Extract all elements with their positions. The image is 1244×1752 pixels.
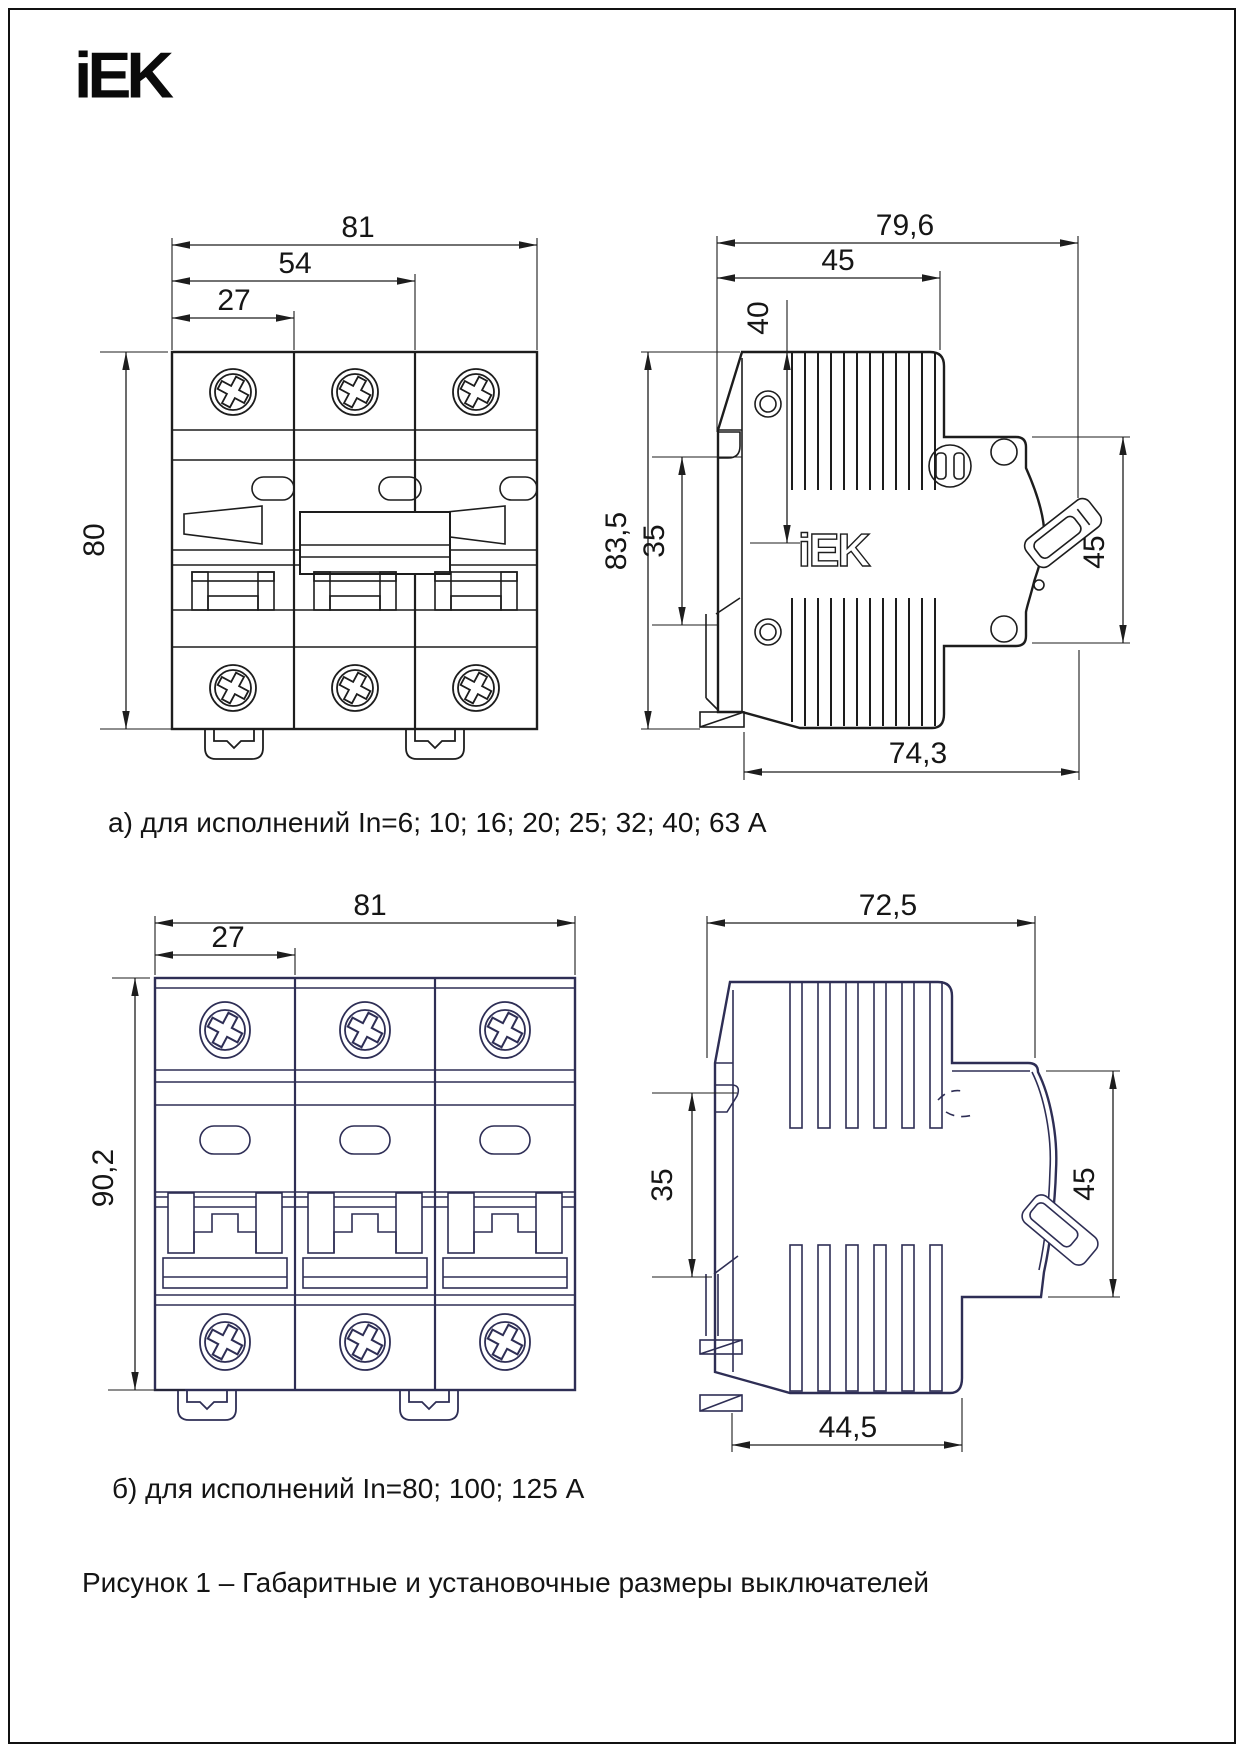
rivet-hole	[755, 391, 781, 417]
dim-45-right: 45	[1078, 535, 1111, 569]
dim-40: 40	[742, 301, 775, 335]
phillips-screw-icon	[332, 369, 378, 415]
drawing-a	[78, 209, 1130, 780]
phillips-screw-icon	[453, 369, 499, 415]
indicator-window	[500, 477, 537, 500]
phillips-screw-icon	[332, 665, 378, 711]
toggle-handle	[1018, 1191, 1101, 1268]
terminal-tab-hole	[991, 439, 1017, 465]
dimensions-a-side	[600, 209, 1130, 780]
common-trip-bar	[300, 512, 450, 574]
rivet-hole	[755, 619, 781, 645]
dimensions-b-side	[646, 889, 1120, 1452]
dim-83-5: 83,5	[600, 511, 633, 571]
iek-logo: iEK	[74, 38, 170, 112]
dim-72-5: 72,5	[858, 889, 918, 922]
figure-caption: Рисунок 1 – Габаритные и установочные размеры выключателей	[82, 1567, 929, 1598]
dim-35: 35	[638, 524, 671, 558]
caption-b: б) для исполнений In=80; 100; 125 А	[112, 1473, 585, 1504]
handle-mechanism	[155, 1193, 575, 1288]
caption-a: а) для исполнений In=6; 10; 16; 20; 25; 32; 40; 63 А	[108, 807, 767, 838]
phillips-screw-icon	[340, 1314, 390, 1370]
phillips-screw-icon	[200, 1002, 250, 1058]
drawing-b-side-view	[646, 889, 1120, 1452]
ventilation-ribs	[792, 598, 935, 726]
ventilation-slots	[790, 982, 942, 1128]
dim-54: 54	[278, 247, 312, 280]
dim-90-2: 90,2	[87, 1148, 120, 1208]
din-rail-clip	[400, 1390, 458, 1420]
handle-mechanism	[192, 572, 517, 610]
terminal-screw-icon	[929, 445, 971, 487]
dimensions-a-front	[78, 211, 537, 729]
din-rail-clip	[178, 1390, 236, 1420]
drawing-a-side-view	[600, 209, 1130, 780]
dim-74-3: 74,3	[888, 737, 948, 770]
ventilation-slots	[790, 1245, 942, 1391]
din-rail-hook	[700, 1085, 742, 1411]
indicator-window	[340, 1126, 390, 1154]
indicator-window	[252, 477, 294, 500]
dim-35: 35	[646, 1168, 679, 1202]
toggle-lever	[184, 506, 262, 544]
dim-44-5: 44,5	[818, 1411, 878, 1444]
drawing-a-front-view	[78, 211, 537, 759]
phillips-screw-icon	[340, 1002, 390, 1058]
phillips-screw-icon	[200, 1314, 250, 1370]
breaker-body-side	[718, 352, 1044, 728]
ventilation-ribs	[792, 352, 935, 490]
dim-45-top: 45	[821, 244, 855, 277]
hidden-line-detail	[938, 1091, 976, 1117]
dim-80: 80	[78, 523, 111, 557]
phillips-screw-icon	[453, 665, 499, 711]
indicator-window	[200, 1126, 250, 1154]
din-rail-clip	[205, 729, 263, 759]
dim-81: 81	[341, 211, 375, 244]
phillips-screw-icon	[210, 369, 256, 415]
dim-79-6: 79,6	[875, 209, 935, 242]
vent-hole	[1034, 580, 1044, 590]
dim-27: 27	[217, 284, 251, 317]
terminal-tab-hole	[991, 616, 1017, 642]
din-rail-clip	[406, 729, 464, 759]
phillips-screw-icon	[210, 665, 256, 711]
dim-27: 27	[211, 921, 245, 954]
phillips-screw-icon	[480, 1314, 530, 1370]
din-rail-hook	[700, 432, 744, 727]
dim-45: 45	[1068, 1167, 1101, 1201]
embossed-iek-logo: iEK	[798, 524, 869, 576]
indicator-window	[480, 1126, 530, 1154]
drawing-b-front-view	[87, 889, 575, 1420]
dim-81: 81	[353, 889, 387, 922]
phillips-screw-icon	[480, 1002, 530, 1058]
drawing-b	[87, 889, 1120, 1452]
